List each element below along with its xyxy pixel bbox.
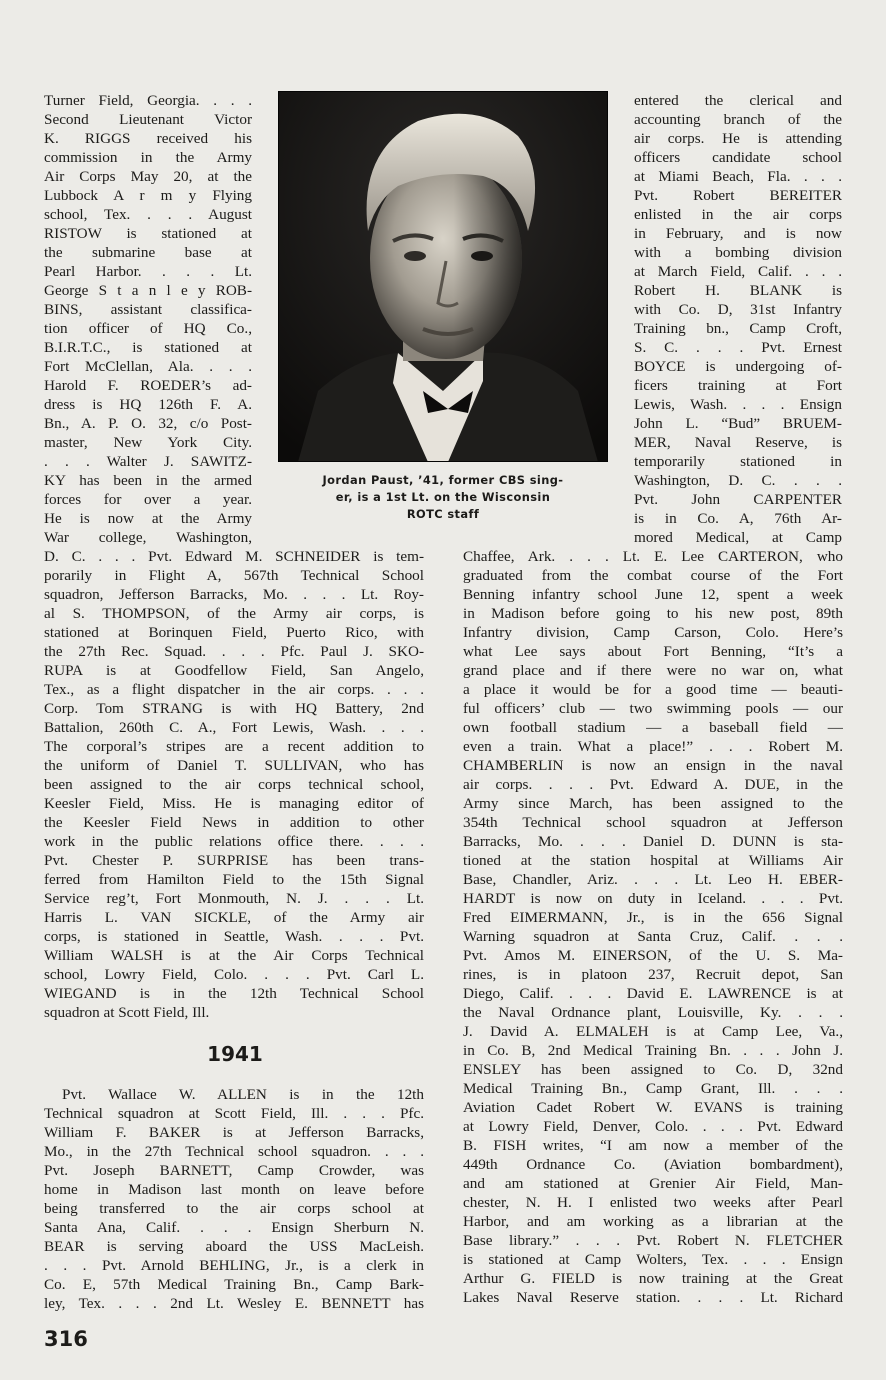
text-line: master, New York City.	[44, 434, 252, 451]
text-line: Chaffee, Ark. . . . Lt. E. Lee CARTERON, who	[463, 548, 843, 565]
text-line: Mo., in the 27th Technical school squadron. . . .	[44, 1143, 424, 1160]
text-line: RUPA is at Goodfellow Field, San Angelo,	[44, 662, 424, 679]
text-line: Service reg’t, Fort Monmouth, N. J. . . . Lt.	[44, 890, 424, 907]
text-line: al S. THOMPSON, of the Army air corps, is	[44, 605, 424, 622]
text-line: CHAMBERLIN is now an ensign in the naval	[463, 757, 843, 774]
text-line: is stationed at Camp Wolters, Tex. . . . Ensign	[463, 1251, 843, 1268]
text-line: Corp. Tom STRANG is with HQ Battery, 2nd	[44, 700, 424, 717]
text-line: George S t a n l e y ROB-	[44, 282, 252, 299]
text-line: air corps. . . . Pvt. Edward A. DUE, in the	[463, 776, 843, 793]
text-line: Harris L. VAN SICKLE, of the Army air	[44, 909, 424, 926]
text-line: Turner Field, Georgia. . . .	[44, 92, 252, 109]
text-line: Battalion, 260th C. A., Fort Lewis, Wash. . . .	[44, 719, 424, 736]
text-line: John L. “Bud” BRUEM-	[634, 415, 842, 432]
text-line: even a train. What a place!” . . . Robert M.	[463, 738, 843, 755]
text-line: Lewis, Wash. . . . Ensign	[634, 396, 842, 413]
text-line: ficers training at Fort	[634, 377, 842, 394]
text-line: what Lee says about Fort Benning, “It’s a	[463, 643, 843, 660]
text-line: . . . Walter J. SAWITZ-	[44, 453, 252, 470]
text-line: Tex., as a flight dispatcher in the air corps. . . .	[44, 681, 424, 698]
text-line: Aviation Cadet Robert W. EVANS is training	[463, 1099, 843, 1116]
text-line: at March Field, Calif. . . .	[634, 263, 842, 280]
text-line: at Miami Beach, Fla. . . .	[634, 168, 842, 185]
text-line: He is now at the Army	[44, 510, 252, 527]
text-line: mored Medical, at Camp	[634, 529, 842, 546]
text-line: air corps. He is attending	[634, 130, 842, 147]
text-line: BOYCE is undergoing of-	[634, 358, 842, 375]
text-line: home in Madison last month on leave before	[44, 1181, 424, 1198]
text-line: Barracks, Mo. . . . Daniel D. DUNN is sta-	[463, 833, 843, 850]
text-line: J. David A. ELMALEH is at Camp Lee, Va.,	[463, 1023, 843, 1040]
text-line: ful officers’ club — two swimming pools — our	[463, 700, 843, 717]
text-line: the 27th Rec. Squad. . . . Pfc. Paul J. SKO-	[44, 643, 424, 660]
text-line: grand place and if there were no war on, what	[463, 662, 843, 679]
text-line: squadron at Scott Field, Ill.	[44, 1004, 210, 1021]
text-line: Army since March, has been assigned to the	[463, 795, 843, 812]
text-line: Pearl Harbor. . . . Lt.	[44, 263, 252, 280]
text-line: the Naval Ordnance plant, Louisville, Ky. . . .	[463, 1004, 843, 1021]
text-line: Base, Chandler, Ariz. . . . Lt. Leo H. EBER-	[463, 871, 843, 888]
text-line: Santa Ana, Calif. . . . Ensign Sherburn N.	[44, 1219, 424, 1236]
text-line: Pvt. Chester P. SURPRISE has been trans-	[44, 852, 424, 869]
text-line: and am stationed at Grenier Air Field, Man-	[463, 1175, 843, 1192]
text-line: graduated from the combat course of the Fort	[463, 567, 843, 584]
page-number: 316	[44, 1327, 88, 1351]
text-line: Warning squadron at Santa Cruz, Calif. . . .	[463, 928, 843, 945]
text-line: Air Corps May 20, at the	[44, 168, 252, 185]
text-line: Arthur G. FIELD is now training at the Great	[463, 1270, 843, 1287]
text-line: Diego, Calif. . . . David E. LAWRENCE is at	[463, 985, 843, 1002]
text-line: with a bombing division	[634, 244, 842, 261]
text-line: is in Co. A, 76th Ar-	[634, 510, 842, 527]
text-line: entered the clerical and	[634, 92, 842, 109]
text-line: Co. E, 57th Medical Training Bn., Camp Bark-	[44, 1276, 424, 1293]
text-line: chester, N. H. I enlisted two weeks after Pearl	[463, 1194, 843, 1211]
text-line: Technical squadron at Scott Field, Ill. . . . Pfc.	[44, 1105, 424, 1122]
text-line: the uniform of Daniel T. SULLIVAN, who has	[44, 757, 424, 774]
text-line: Keesler Field, Miss. He is managing editor of	[44, 795, 424, 812]
caption-line: ROTC staff	[406, 507, 480, 521]
text-line: William F. BAKER is at Jefferson Barracks,	[44, 1124, 424, 1141]
text-line: Harold F. ROEDER’s ad-	[44, 377, 252, 394]
text-line: Pvt. John CARPENTER	[634, 491, 842, 508]
text-line: The corporal’s stripes are a recent addition to	[44, 738, 424, 755]
text-line: Base library.” . . . Pvt. Robert N. FLETCHER	[463, 1232, 843, 1249]
text-line: BINS, assistant classifica-	[44, 301, 252, 318]
text-line: HARDT is now on duty in Iceland. . . . Pvt.	[463, 890, 843, 907]
text-line: being transferred to the air corps school at	[44, 1200, 424, 1217]
text-line: WIEGAND is in the 12th Technical School	[44, 985, 424, 1002]
text-line: tioned at the station hospital at Williams Air	[463, 852, 843, 869]
text-line: K. RIGGS received his	[44, 130, 252, 147]
text-line: B. FISH writes, “I am now a member of the	[463, 1137, 843, 1154]
portrait-illustration	[278, 91, 608, 462]
text-line: Medical Training Bn., Camp Grant, Ill. . . .	[463, 1080, 843, 1097]
text-line: Lakes Naval Reserve station. . . . Lt. Richard	[463, 1289, 843, 1306]
text-line: been assigned to the air corps technical school,	[44, 776, 424, 793]
text-line: Bn., A. P. O. 32, c/o Post-	[44, 415, 252, 432]
text-line: ferred from Hamilton Field to the 15th Signal	[44, 871, 424, 888]
caption-line: Jordan Paust, ’41, former CBS sing-	[322, 473, 564, 487]
text-line: in Co. B, 2nd Medical Training Bn. . . . John J.	[463, 1042, 843, 1059]
text-line: officers candidate school	[634, 149, 842, 166]
text-line: Fort McClellan, Ala. . . .	[44, 358, 252, 375]
text-line: Training bn., Camp Croft,	[634, 320, 842, 337]
text-line: Infantry division, Camp Carson, Colo. Here’s	[463, 624, 843, 641]
text-line: in Madison before going to his new post, 89th	[463, 605, 843, 622]
text-line: BEAR is serving aboard the USS MacLeish.	[44, 1238, 424, 1255]
text-line: War college, Washington,	[44, 529, 252, 546]
text-line: Pvt. Wallace W. ALLEN is in the 12th	[62, 1086, 424, 1103]
text-line: 449th Ordnance Co. (Aviation bombardment),	[463, 1156, 843, 1173]
text-line: . . . Pvt. Arnold BEHLING, Jr., is a clerk in	[44, 1257, 424, 1274]
text-line: squadron, Jefferson Barracks, Mo. . . . Lt. Roy-	[44, 586, 424, 603]
text-line: B.I.R.T.C., is stationed at	[44, 339, 252, 356]
portrait-photo	[278, 91, 608, 462]
text-line: at Lowry Field, Denver, Colo. . . . Pvt. Edward	[463, 1118, 843, 1135]
text-line: Pvt. Joseph BARNETT, Camp Crowder, was	[44, 1162, 424, 1179]
text-line: porarily in Flight A, 567th Technical School	[44, 567, 424, 584]
text-line: Pvt. Amos M. EINERSON, of the U. S. Ma-	[463, 947, 843, 964]
text-line: work in the public relations office there. . . .	[44, 833, 424, 850]
text-line: RISTOW is stationed at	[44, 225, 252, 242]
text-line: KY has been in the armed	[44, 472, 252, 489]
text-line: the Keesler Field News in addition to other	[44, 814, 424, 831]
text-line: tion officer of HQ Co.,	[44, 320, 252, 337]
photo-caption	[280, 472, 606, 523]
text-line: commission in the Army	[44, 149, 252, 166]
text-line: corps, is stationed in Seattle, Wash. . . . Pvt.	[44, 928, 424, 945]
text-line: with Co. D, 31st Infantry	[634, 301, 842, 318]
text-line: Washington, D. C. . . .	[634, 472, 842, 489]
text-line: accounting branch of the	[634, 111, 842, 128]
text-line: ley, Tex. . . . 2nd Lt. Wesley E. BENNETT has	[44, 1295, 424, 1312]
text-line: in February, and is now	[634, 225, 842, 242]
text-line: school, Lowry Field, Colo. . . . Pvt. Carl L.	[44, 966, 424, 983]
caption-line: er, is a 1st Lt. on the Wisconsin	[335, 490, 551, 504]
class-year-heading: 1941	[207, 1042, 263, 1066]
text-line: own football stadium — a baseball field —	[463, 719, 843, 736]
text-line: school, Tex. . . . August	[44, 206, 252, 223]
text-line: Pvt. Robert BEREITER	[634, 187, 842, 204]
text-line: Robert H. BLANK is	[634, 282, 842, 299]
text-line: Lubbock A r m y Flying	[44, 187, 252, 204]
text-line: ENSLEY has been assigned to Co. D, 32nd	[463, 1061, 843, 1078]
text-line: the submarine base at	[44, 244, 252, 261]
text-line: forces for over a year.	[44, 491, 252, 508]
text-line: MER, Naval Reserve, is	[634, 434, 842, 451]
text-line: Second Lieutenant Victor	[44, 111, 252, 128]
text-line: Benning infantry school June 12, spent a week	[463, 586, 843, 603]
text-line: rines, is in platoon 237, Recruit depot, San	[463, 966, 843, 983]
text-line: enlisted in the air corps	[634, 206, 842, 223]
text-line: D. C. . . . Pvt. Edward M. SCHNEIDER is tem-	[44, 548, 424, 565]
text-line: Fred EIMERMANN, Jr., is in the 656 Signal	[463, 909, 843, 926]
text-line: temporarily stationed in	[634, 453, 842, 470]
text-line: a place it would be for a good time — beauti-	[463, 681, 843, 698]
text-line: William WALSH is at the Air Corps Technical	[44, 947, 424, 964]
text-line: stationed at Borinquen Field, Puerto Rico, with	[44, 624, 424, 641]
text-line: Harbor, and am working as a librarian at the	[463, 1213, 843, 1230]
text-line: S. C. . . . Pvt. Ernest	[634, 339, 842, 356]
text-line: 354th Technical school squadron at Jefferson	[463, 814, 843, 831]
text-line: dress is HQ 126th F. A.	[44, 396, 252, 413]
